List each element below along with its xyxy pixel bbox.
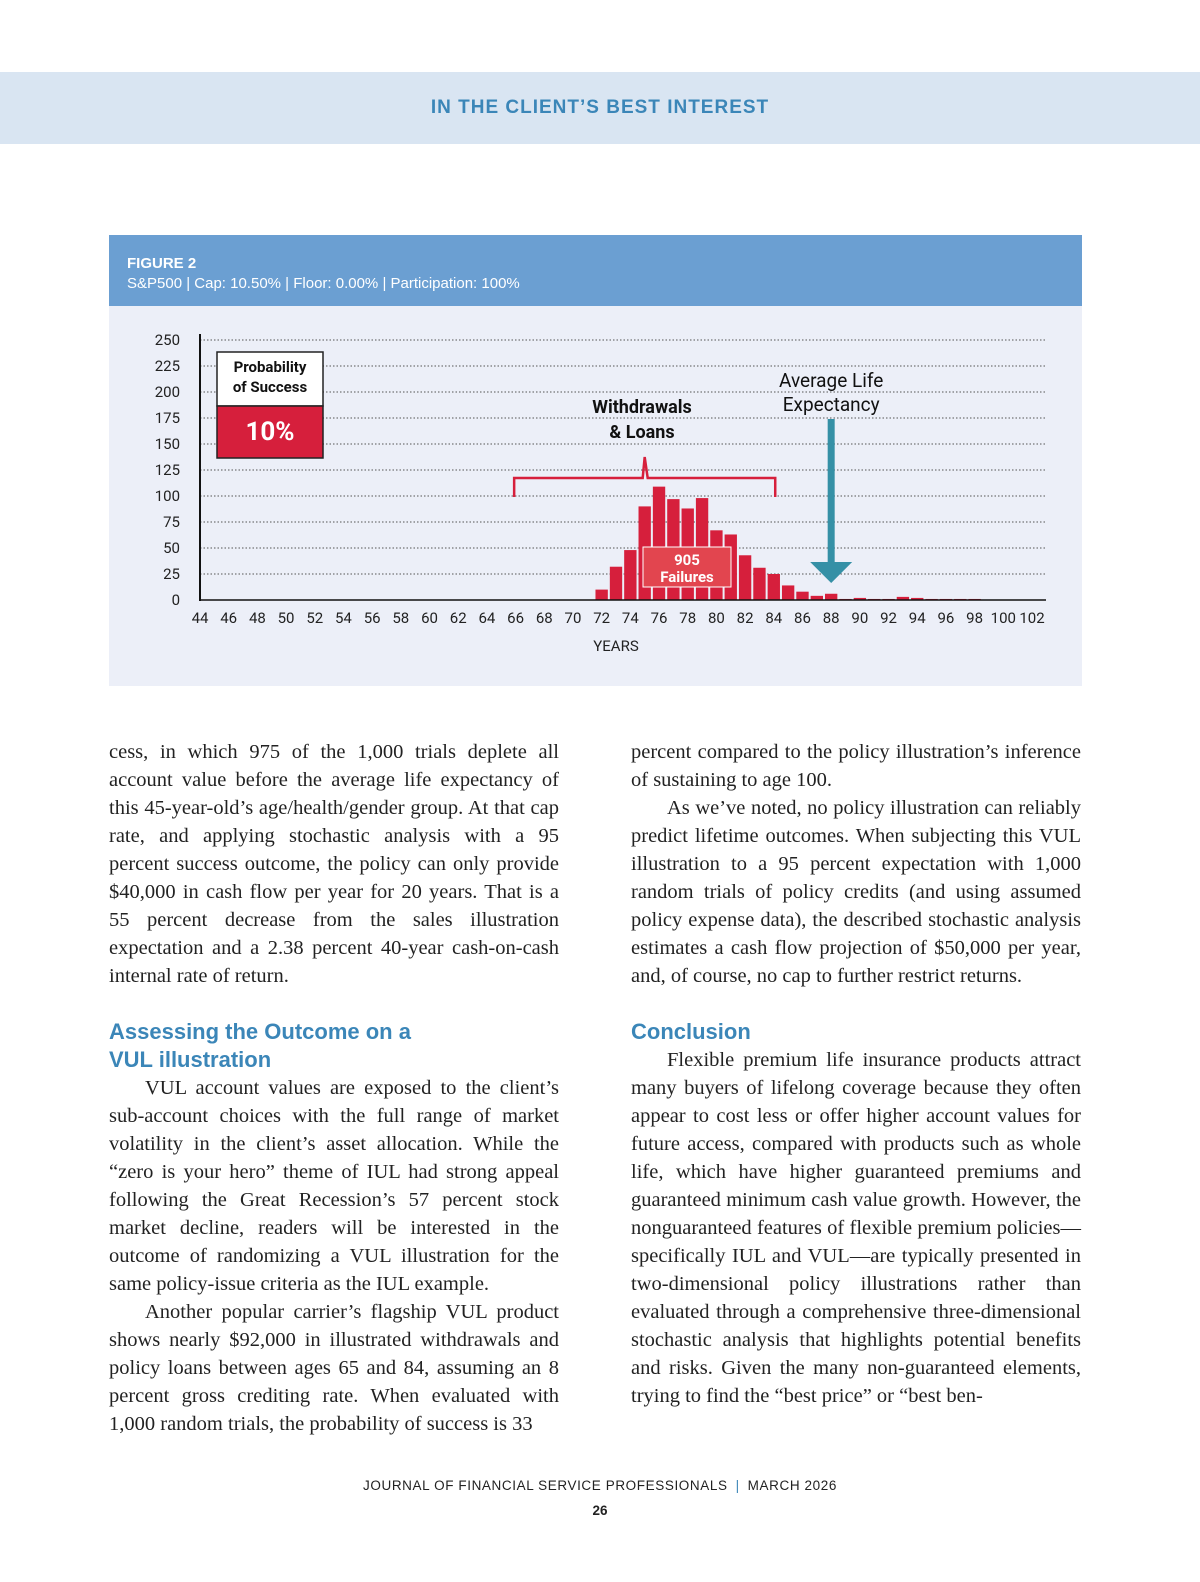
x-tick-label: 88 bbox=[822, 609, 840, 627]
x-tick-label: 44 bbox=[191, 609, 209, 627]
section-banner-title: IN THE CLIENT’S BEST INTEREST bbox=[430, 97, 770, 118]
x-tick-label: 82 bbox=[736, 609, 754, 627]
y-tick-label: 25 bbox=[163, 565, 180, 583]
figure-label: FIGURE 2 bbox=[127, 255, 197, 272]
withdrawals-label: Withdrawals bbox=[592, 397, 692, 418]
x-tick-label: 98 bbox=[966, 609, 984, 627]
journal-name: JOURNAL OF FINANCIAL SERVICE PROFESSIONALS bbox=[363, 1478, 728, 1493]
section-heading-conclusion: Conclusion bbox=[631, 1019, 751, 1044]
section-heading-vul bbox=[109, 1018, 559, 1074]
x-tick-label: 74 bbox=[621, 609, 639, 627]
x-tick-label: 64 bbox=[478, 609, 496, 627]
paragraph: percent compared to the policy illustration’s inference of sustaining to age 100. bbox=[631, 741, 1081, 791]
y-tick-label: 150 bbox=[154, 435, 180, 453]
bar bbox=[768, 574, 780, 600]
x-tick-label: 46 bbox=[220, 609, 238, 627]
x-tick-label: 100 bbox=[990, 609, 1016, 627]
probability-value: 10% bbox=[245, 417, 295, 447]
y-tick-label: 50 bbox=[163, 539, 180, 557]
life-expectancy-label: Average Life bbox=[779, 369, 884, 392]
x-tick-label: 48 bbox=[248, 609, 266, 627]
y-tick-label: 75 bbox=[163, 513, 180, 531]
x-tick-label: 86 bbox=[794, 609, 811, 627]
x-tick-label: 58 bbox=[392, 609, 410, 627]
y-tick-label: 200 bbox=[154, 383, 180, 401]
bar bbox=[753, 568, 765, 600]
x-tick-label: 62 bbox=[449, 609, 467, 627]
failures-count: 905 bbox=[674, 551, 700, 569]
bar bbox=[595, 590, 607, 600]
bar bbox=[825, 594, 837, 600]
page-number: 26 bbox=[592, 1503, 608, 1518]
failures-label: Failures bbox=[660, 568, 714, 586]
bar bbox=[739, 555, 751, 600]
x-tick-label: 54 bbox=[335, 609, 352, 627]
figure-chart-panel bbox=[109, 306, 1082, 686]
x-tick-label: 78 bbox=[679, 609, 697, 627]
x-tick-label: 76 bbox=[650, 609, 668, 627]
withdrawals-bracket bbox=[514, 457, 775, 497]
x-tick-label: 94 bbox=[908, 609, 926, 627]
x-tick-label: 60 bbox=[421, 609, 438, 627]
footer-separator: | bbox=[735, 1478, 740, 1493]
x-tick-label: 102 bbox=[1019, 609, 1045, 627]
bar bbox=[610, 567, 622, 600]
x-tick-label: 52 bbox=[306, 609, 324, 627]
article-column-left bbox=[109, 738, 559, 1438]
x-tick-label: 96 bbox=[937, 609, 955, 627]
bar bbox=[796, 592, 808, 600]
figure-header bbox=[109, 235, 1082, 306]
x-tick-label: 50 bbox=[277, 609, 295, 627]
life-expectancy-label: Expectancy bbox=[782, 393, 880, 416]
heading-line: VUL illustration bbox=[109, 1047, 272, 1072]
y-tick-label: 175 bbox=[154, 409, 180, 427]
x-tick-label: 66 bbox=[507, 609, 525, 627]
paragraph: Another popular carrier’s flagship VUL product shows nearly $92,000 in illustrated withdrawals and policy loans between ages 65 and 84, assuming an 8 percent gross crediting rate. When evaluated with 1,000 random trials, the probability of success is 33 bbox=[109, 1301, 559, 1435]
y-tick-label: 125 bbox=[154, 461, 180, 479]
probability-title: of Success bbox=[232, 378, 308, 396]
y-tick-label: 100 bbox=[154, 487, 180, 505]
x-tick-label: 80 bbox=[707, 609, 725, 627]
x-tick-label: 56 bbox=[363, 609, 381, 627]
withdrawals-label: & Loans bbox=[609, 422, 675, 443]
figure-subtitle: S&P500 | Cap: 10.50% | Floor: 0.00% | Participation: 100% bbox=[127, 275, 520, 292]
section-banner bbox=[0, 72, 1200, 144]
y-tick-label: 250 bbox=[154, 331, 180, 349]
x-tick-label: 92 bbox=[880, 609, 897, 627]
x-tick-label: 70 bbox=[564, 609, 582, 627]
probability-title: Probability bbox=[233, 358, 307, 376]
paragraph: As we’ve noted, no policy illustration can reliably predict lifetime outcomes. When subjecting this VUL illustration to a 95 percent expectation with 1,000 random trials of policy credits (and using assumed policy expense data), the described stochastic analysis estimates a cash flow projection of $50,000 per year, and, of course, no cap to further restrict returns. bbox=[631, 797, 1081, 987]
life-expectancy-arrow-head bbox=[810, 562, 852, 583]
y-tick-label: 225 bbox=[154, 357, 180, 375]
page-footer bbox=[0, 1478, 1200, 1493]
x-axis-label: YEARS bbox=[593, 637, 639, 655]
bar bbox=[624, 550, 636, 600]
x-tick-label: 84 bbox=[765, 609, 783, 627]
life-expectancy-arrow-shaft bbox=[828, 419, 835, 564]
paragraph: VUL account values are exposed to the client’s sub-account choices with the full range of market volatility in the client’s asset allocation. While the “zero is your hero” theme of IUL had strong appeal following the Great Recession’s 57 percent stock market decline, readers will be interested in the outcome of randomizing a VUL illustration for the same policy-issue criteria as the IUL example. bbox=[109, 1077, 559, 1295]
heading-line: Assessing the Outcome on a bbox=[109, 1019, 411, 1044]
x-tick-label: 90 bbox=[851, 609, 869, 627]
article-column-right bbox=[631, 738, 1081, 1410]
y-tick-label: 0 bbox=[171, 591, 180, 609]
x-tick-label: 72 bbox=[593, 609, 611, 627]
paragraph: cess, in which 975 of the 1,000 trials deplete all account value before the average life expectancy of this 45-year-old’s age/health/gender group. At that cap rate, and applying stochastic analysis with a 95 percent success outcome, the policy can only provide $40,000 in cash flow per year for 20 years. That is a 55 percent decrease from the sales illustration expectation and a 2.38 percent 40-year cash-on-cash internal rate of return. bbox=[109, 741, 559, 987]
paragraph: Flexible premium life insurance products attract many buyers of lifelong coverage because they often appear to cost less or offer higher account values for future access, compared with products such as whole life, which have higher guaranteed premiums and guaranteed minimum cash value growth. However, the nonguaranteed features of flexible premium policies—specifically IUL and VUL—are typically presented in two-dimensional policy illustrations rather than evaluated through a comprehensive three-dimensional stochastic analysis that highlights potential benefits and risks. Given the many non-guaranteed elements, trying to find the “best price” or “best ben- bbox=[631, 1049, 1081, 1407]
bar bbox=[782, 585, 794, 600]
issue-date: MARCH 2026 bbox=[747, 1478, 837, 1493]
failures-histogram-chart bbox=[109, 306, 1082, 686]
x-tick-label: 68 bbox=[535, 609, 553, 627]
